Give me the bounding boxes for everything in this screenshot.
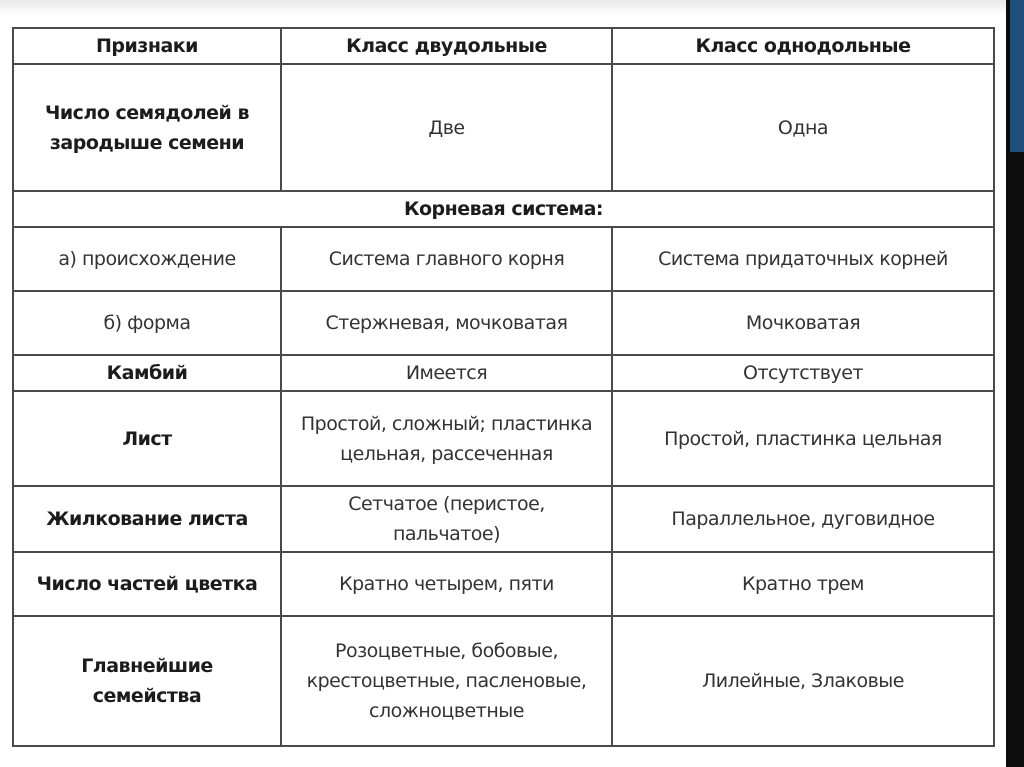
feature-cell: Главнейшие семейства: [13, 616, 281, 746]
feature-cell: Число семядолей в зародыше семени: [13, 64, 281, 191]
slide-edge-accent: [1010, 0, 1024, 152]
comparison-table: [12, 27, 995, 747]
monocot-cell: Параллельное, дуговидное: [612, 486, 994, 552]
table-row: [13, 355, 994, 391]
monocot-cell: Отсутствует: [612, 355, 994, 391]
dicot-cell: Сетчатое (перистое, пальчатое): [281, 486, 612, 552]
slide-top-shadow: [0, 0, 1006, 16]
table-row: [13, 227, 994, 291]
table-row: [13, 291, 994, 355]
dicot-cell: Две: [281, 64, 612, 191]
header-dicots: Класс двудольные: [281, 28, 612, 64]
feature-cell: Камбий: [13, 355, 281, 391]
table-header-row: [13, 28, 994, 64]
section-title: Корневая система:: [13, 191, 994, 227]
table-row: [13, 616, 994, 746]
dicot-cell: Система главного корня: [281, 227, 612, 291]
header-monocots: Класс однодольные: [612, 28, 994, 64]
table-row: [13, 64, 994, 191]
dicot-cell: Имеется: [281, 355, 612, 391]
feature-cell: Число частей цветка: [13, 552, 281, 616]
table-row: [13, 552, 994, 616]
monocot-cell: Одна: [612, 64, 994, 191]
header-features: Признаки: [13, 28, 281, 64]
dicot-cell: Простой, сложный; пластинка цельная, рассеченная: [281, 391, 612, 486]
dicot-cell: Стержневая, мочковатая: [281, 291, 612, 355]
feature-cell: Лист: [13, 391, 281, 486]
monocot-cell: Лилейные, Злаковые: [612, 616, 994, 746]
monocot-cell: Мочковатая: [612, 291, 994, 355]
table-row: [13, 486, 994, 552]
feature-cell: б) форма: [13, 291, 281, 355]
dicot-cell: Кратно четырем, пяти: [281, 552, 612, 616]
feature-cell: а) происхождение: [13, 227, 281, 291]
monocot-cell: Система придаточных корней: [612, 227, 994, 291]
table-row: [13, 391, 994, 486]
feature-cell: Жилкование листа: [13, 486, 281, 552]
dicot-cell: Розоцветные, бобовые, крестоцветные, пасленовые, сложноцветные: [281, 616, 612, 746]
section-row: [13, 191, 994, 227]
monocot-cell: Кратно трем: [612, 552, 994, 616]
monocot-cell: Простой, пластинка цельная: [612, 391, 994, 486]
